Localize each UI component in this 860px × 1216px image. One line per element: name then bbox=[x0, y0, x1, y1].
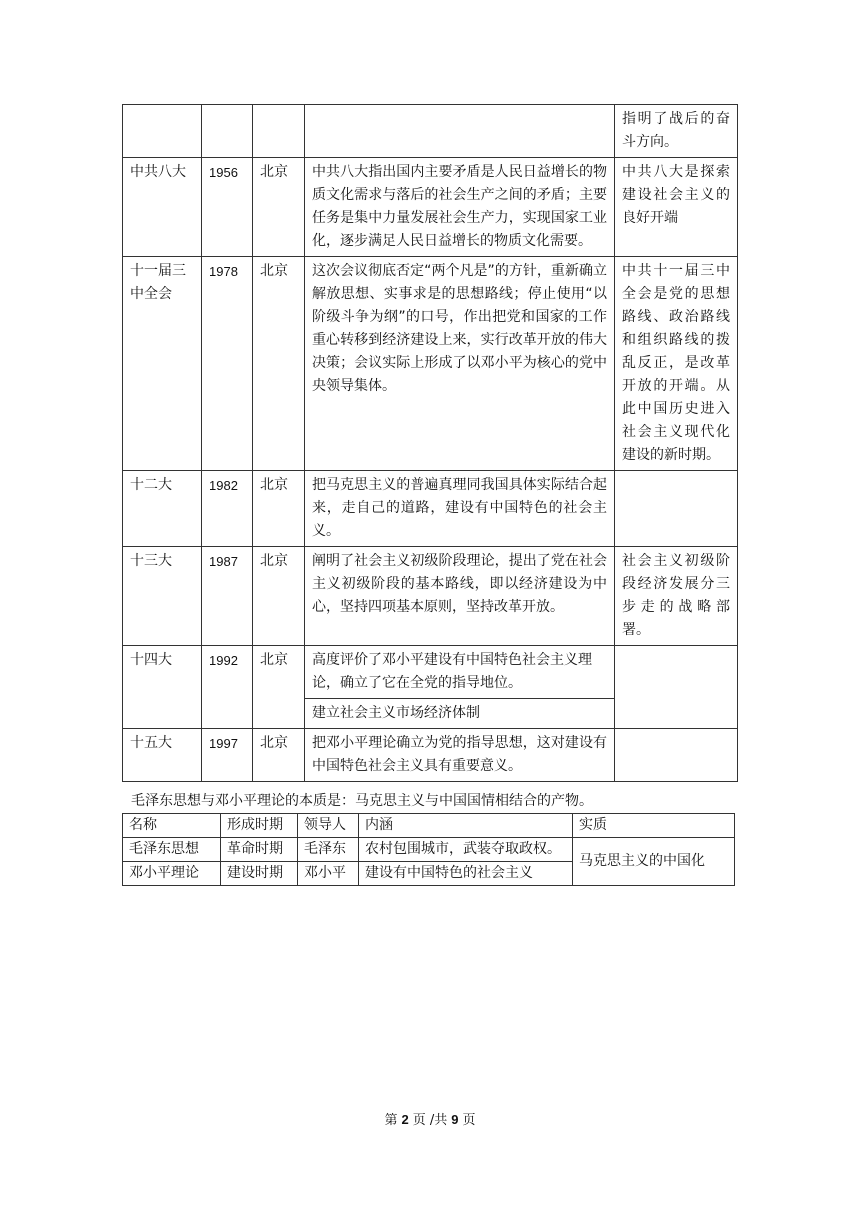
significance-cell: 中共八大是探索建设社会主义的良好开端 bbox=[615, 158, 738, 257]
table-header-row bbox=[123, 814, 735, 838]
place-cell: 北京 bbox=[253, 547, 305, 646]
footer-mid: 页 /共 bbox=[412, 1113, 448, 1128]
significance-cell: 中共十一届三中全会是党的思想路线、政治路线和组织路线的拨乱反正，是改革开放的开端。从此中国历史进入社会主义现代化建设的新时期。 bbox=[615, 257, 738, 471]
period-cell: 革命时期 bbox=[221, 838, 298, 862]
content-main: 高度评价了邓小平建设有中国特色社会主义理论，确立了它在全党的指导地位。 bbox=[305, 646, 614, 699]
header-leader: 领导人 bbox=[298, 814, 359, 838]
content-cell: 农村包围城市，武装夺取政权。 bbox=[359, 838, 573, 862]
place-cell: 北京 bbox=[253, 257, 305, 471]
header-essence: 实质 bbox=[573, 814, 735, 838]
table-row bbox=[123, 547, 738, 646]
year-cell: 1982 bbox=[202, 471, 253, 547]
name-cell: 十二大 bbox=[123, 471, 202, 547]
total-pages: 9 bbox=[451, 1112, 459, 1127]
table-row bbox=[123, 646, 738, 729]
name-cell: 十四大 bbox=[123, 646, 202, 729]
page-number: 2 bbox=[401, 1112, 409, 1127]
footer-suffix: 页 bbox=[462, 1113, 476, 1128]
name-cell: 十一届三中全会 bbox=[123, 257, 202, 471]
party-congress-table bbox=[122, 104, 738, 782]
essence-cell: 马克思主义的中国化 bbox=[573, 838, 735, 886]
page-footer bbox=[0, 1111, 860, 1130]
name-cell: 邓小平理论 bbox=[123, 862, 221, 886]
year-cell bbox=[202, 105, 253, 158]
table-row bbox=[123, 105, 738, 158]
name-cell: 十三大 bbox=[123, 547, 202, 646]
content-cell: 阐明了社会主义初级阶段理论，提出了党在社会主义初级阶段的基本路线，即以经济建设为中心，坚持四项基本原则，坚持改革开放。 bbox=[305, 547, 615, 646]
place-cell: 北京 bbox=[253, 471, 305, 547]
name-cell: 毛泽东思想 bbox=[123, 838, 221, 862]
content-cell: 把马克思主义的普遍真理同我国具体实际结合起来，走自己的道路，建设有中国特色的社会主义。 bbox=[305, 471, 615, 547]
place-cell: 北京 bbox=[253, 729, 305, 782]
content-cell: 建设有中国特色的社会主义 bbox=[359, 862, 573, 886]
significance-cell bbox=[615, 729, 738, 782]
leader-cell: 邓小平 bbox=[298, 862, 359, 886]
year-cell: 1978 bbox=[202, 257, 253, 471]
content-cell: 中共八大指出国内主要矛盾是人民日益增长的物质文化需求与落后的社会生产之间的矛盾；主要任务是集中力量发展社会生产力，实现国家工业化，逐步满足人民日益增长的物质文化需要。 bbox=[305, 158, 615, 257]
table-row bbox=[123, 838, 735, 862]
header-name: 名称 bbox=[123, 814, 221, 838]
year-cell: 1987 bbox=[202, 547, 253, 646]
significance-cell bbox=[615, 646, 738, 729]
footer-prefix: 第 bbox=[384, 1113, 398, 1128]
leader-cell: 毛泽东 bbox=[298, 838, 359, 862]
year-cell: 1956 bbox=[202, 158, 253, 257]
theory-comparison-table bbox=[122, 813, 735, 886]
table-row bbox=[123, 471, 738, 547]
name-cell: 十五大 bbox=[123, 729, 202, 782]
content-cell: 这次会议彻底否定“两个凡是”的方针，重新确立解放思想、实事求是的思想路线；停止使用“以阶级斗争为纲”的口号，作出把党和国家的工作重心转移到经济建设上来，实行改革开放的伟大决策；会议实际上形成了以邓小平为核心的党中央领导集体。 bbox=[305, 257, 615, 471]
table-row bbox=[123, 158, 738, 257]
place-cell: 北京 bbox=[253, 158, 305, 257]
year-cell: 1997 bbox=[202, 729, 253, 782]
header-period: 形成时期 bbox=[221, 814, 298, 838]
content-cell bbox=[305, 105, 615, 158]
content-cell: 把邓小平理论确立为党的指导思想，这对建设有中国特色社会主义具有重要意义。 bbox=[305, 729, 615, 782]
period-cell: 建设时期 bbox=[221, 862, 298, 886]
significance-cell bbox=[615, 471, 738, 547]
place-cell bbox=[253, 105, 305, 158]
significance-cell: 社会主义初级阶段经济发展分三步走的战略部署。 bbox=[615, 547, 738, 646]
name-cell bbox=[123, 105, 202, 158]
header-content: 内涵 bbox=[359, 814, 573, 838]
name-cell: 中共八大 bbox=[123, 158, 202, 257]
content-cell bbox=[305, 646, 615, 729]
year-cell: 1992 bbox=[202, 646, 253, 729]
table-row bbox=[123, 729, 738, 782]
content-extra: 建立社会主义市场经济体制 bbox=[312, 705, 480, 721]
significance-cell: 指明了战后的奋斗方向。 bbox=[615, 105, 738, 158]
comparison-caption: 毛泽东思想与邓小平理论的本质是：马克思主义与中国国情相结合的产物。 bbox=[131, 793, 593, 809]
place-cell: 北京 bbox=[253, 646, 305, 729]
table-row bbox=[123, 257, 738, 471]
